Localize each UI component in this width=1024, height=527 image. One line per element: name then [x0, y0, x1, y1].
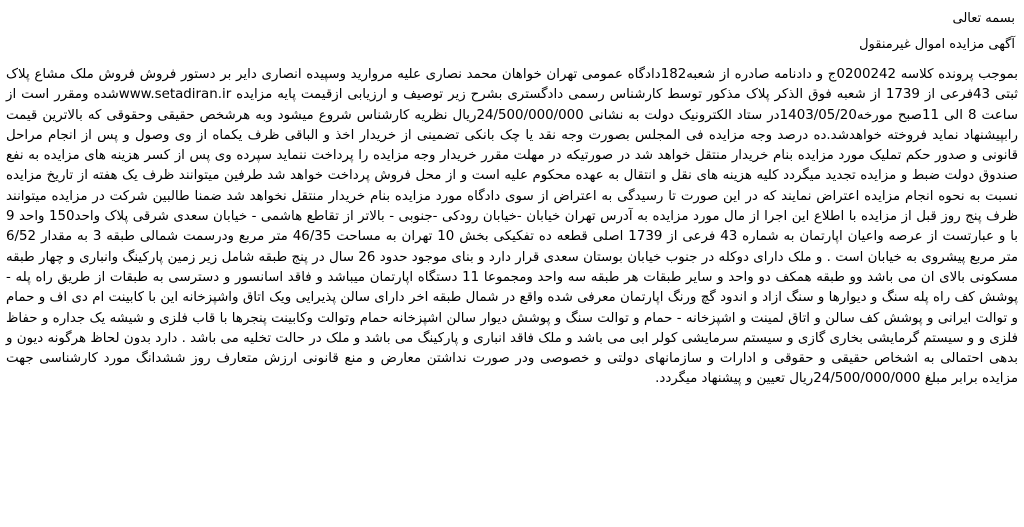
document-heading: بسمه تعالی: [952, 11, 1015, 26]
notice-title: آگهی مزایده اموال غیرمنقول: [859, 37, 1015, 52]
notice-body: بموجب پرونده کلاسه 0200242ج و دادنامه صادره از شعبه182دادگاه عمومی تهران خواهان محمد نصاری علیه مروارید وسپیده انصاری دایر بر دستور فروش فروش ملک مشاع پلاک ثبتی 43فرعی از 1739 از شعبه فوق الذکر پلاک مذکور توسط کارشناس رسمی دادگستری بشرح زیر توصیف و ارزیابی ازقیمت پایه مزایده www.setadiran.irشده ومقرر است از ساعت 8 الی 11صبح مورخه1403/05/20در ستاد الکترونیک دولت به نشانی 24/500/000/000ریال نظریه کارشناس شروع میشود وبه هرشخص حقیقی وحقوقی که بالاترین قیمت رابپیشنهاد نماید فروخته خواهدشد.ده درصد وجه مزایده فی المجلس بصورت وجه نقد یا چک بانکی تضمینی از خریدار اخذ و الباقی ظرف یکماه از وی وصول و پس از انجام مراحل قانونی و صدور حکم تملیک مورد مزایده بنام خریدار منتقل خواهد شد در صورتیکه در مهلت مقرر خریدار وجه مزایده را پرداخت ننماید سپرده وی پس از کسر هزینه های مزایده به نفع صندوق دولت ضبط و مزایده تجدید میگردد کلیه هزینه های نقل و انتقال به عهده محکوم علیه است و از محل فروش پرداخت خواهد شد طرفین میتوانند ظرف یک هفته از تاریخ مزایده نسبت به نحوه انجام مزایده اعتراض نمایند که در این صورت تا رسیدگی به اعتراض از سوی دادگاه مورد مزایده بنام خریدار منتقل نخواهد شد ضمنا طالبین شرکت در مزایده میتوانند ظرف پنج روز قبل از مزایده با اطلاع این اجرا از مال مورد مزایده به آدرس تهران خیابان -خیابان رودکی -جنوبی - بالاتر از تقاطع هاشمی - خیابان سعدی شرقی پلاک واحد150 واحد 9 با و عبارتست از عرصه واعیان اپارتمان به شماره 43 فرعی از 1739 اصلی قطعه ده تفکیکی بخش 10 تهران به مساحت 46/35 متر مربع ودرسمت شمالی طبقه 3 به مقدار 6/52 متر مربع پیشروی به خیابان است . و ملک دارای دوکله در جنوب خیابان بوستان سعدی قرار دارد و بنای موجود حدود 26 سال در پنج طبقه شامل زیر زمین پارکینگ وانباری و چهار طبقه مسکونی بالای ان می باشد وو طبقه همکف دو واحد و سایر طبقات هر طبقه سه واحد ومجموعا 11 دستگاه اپارتمان میباشد و فاقد اسانسور و دسترسی به طبقات از طریق راه پله - پوشش کف راه پله سنگ و دیوارها و سنگ ازاد و اندود گچ ورنگ اپارتمان معرفی شده واقع در شمال طبقه اخر دارای سالن پذیرایی ویک اتاق واشپزخانه این با کابینت ام دی اف و حمام و توالت ایرانی و پوشش کف سالن و اتاق لمینت و اشپزخانه - حمام و توالت سنگ و پوشش دیوار سالن اشپزخانه حمام وتوالت وکابینت پنجرها با قاب فلزی و شیشه یک جداره و حفاظ فلزی و و سیستم گرمایشی بخاری گازی و سیستم سرمایشی کولر ابی می باشد و ملک فاقد انباری و پارکینگ می باشد و ملک در حالت تخلیه می باشد . دارد بدون لحاظ هرگونه دیون و بدهی احتمالی به اشخاص حقیقی و حقوقی و ادارات و سازمانهای دولتی و خصوصی ودر صورت نداشتن معارض و منع قانونی ارزش متعارف روز ششدانگ مورد کارشناسی جهت مزایده برابر مبلغ 24/500/000/000ریال تعیین و پیشنهاد میگردد.: [6, 67, 1019, 387]
